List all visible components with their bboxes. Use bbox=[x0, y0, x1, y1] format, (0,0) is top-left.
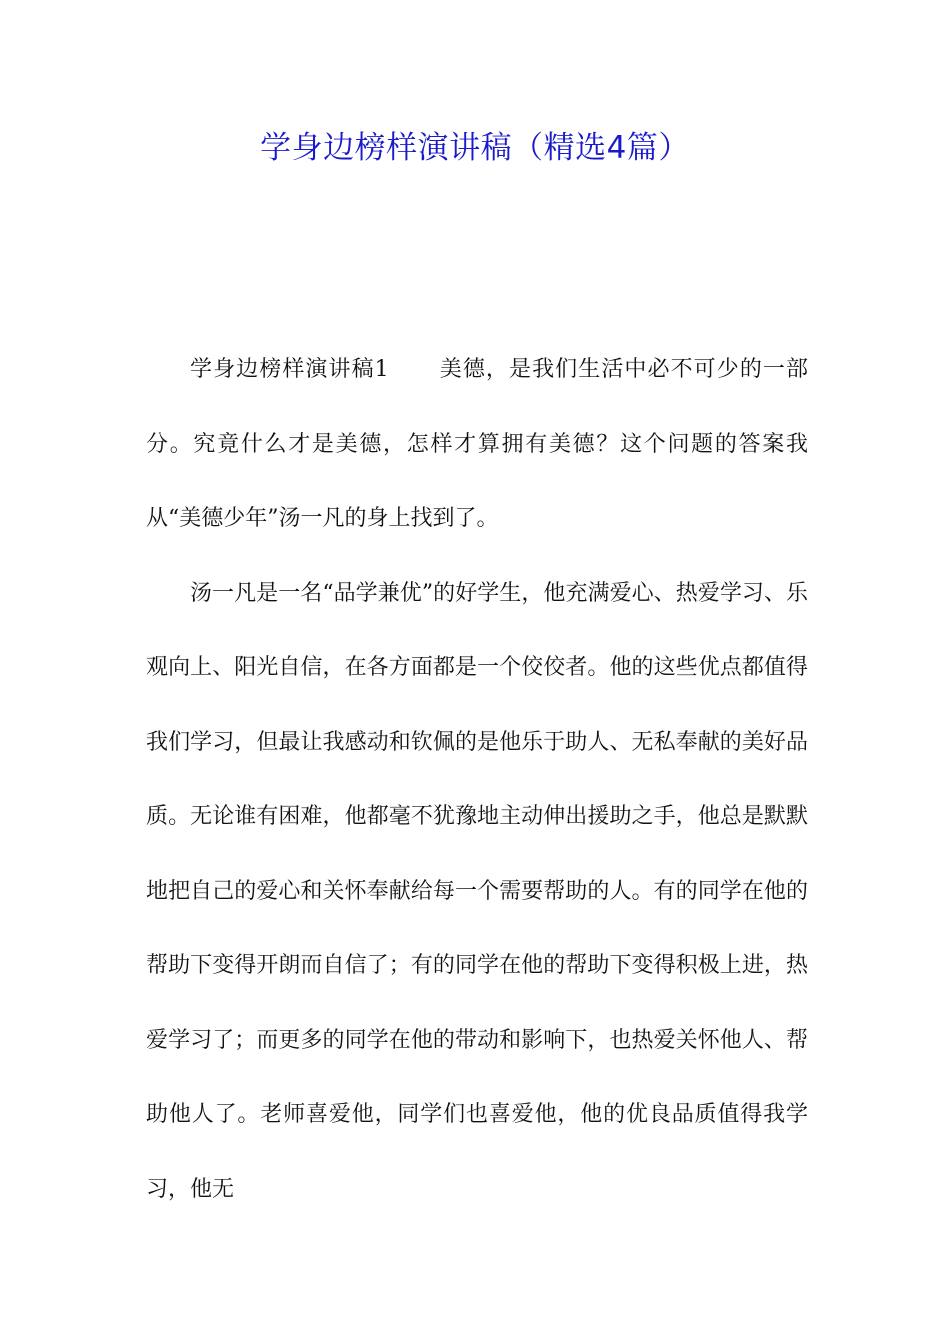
paragraph-2: 汤一凡是一名“品学兼优”的好学生，他充满爱心、热爱学习、乐观向上、阳光自信，在各方面都是一个佼佼者。他的这些优点都值得我们学习，但最让我感动和钦佩的是他乐于助人、无私奉献的美好品质。无论谁有困难，他都毫不犹豫地主动伸出援助之手，他总是默默地把自己的爱心和关怀奉献给每一个需要帮助的人。有的同学在他的帮助下变得开朗而自信了；有的同学在他的帮助下变得积极上进，热爱学习了；而更多的同学在他的带动和影响下，也热爱关怀他人、帮助他人了。老师喜爱他，同学们也喜爱他，他的优良品质值得我学习，他无 bbox=[146, 580, 808, 1202]
paragraph-1-text: 美德，是我们生活中必不可少的一部分。究竟什么才是美德，怎样才算拥有美德？这个问题的答案我从“美德少年”汤一凡的身上找到了。 bbox=[146, 357, 808, 531]
section-heading: 学身边榜样演讲稿1 bbox=[190, 357, 389, 382]
document-title: 学身边榜样演讲稿（精选4篇） bbox=[260, 130, 690, 166]
paragraph-1 bbox=[146, 333, 808, 557]
document-body bbox=[146, 333, 808, 1227]
